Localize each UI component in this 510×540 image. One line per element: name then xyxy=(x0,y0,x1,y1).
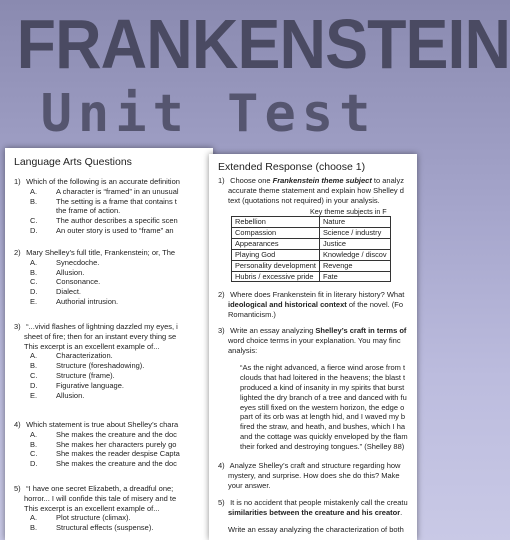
question-5: 5) “I have one secret Elizabeth, a dreadful one; horror... I will confide this tale of misery and te This excerpt is an excellent example of... A. Plot structure (climax). B. Structural effects (suspense). xyxy=(14,484,177,533)
er-tail-text: Write an essay analyzing the characterization of both xyxy=(228,525,404,534)
question-2: 2) Mary Shelley’s full title, Frankenstein; or, The A. Synecdoche. B. Allusion. C. Consonance. D. Dialect. E. Authorial intrusion. xyxy=(14,248,176,306)
extended-response-heading: Extended Response (choose 1) xyxy=(218,161,366,173)
themes-caption: Key theme subjects in F xyxy=(310,207,387,216)
er-question-3: 3) Write an essay analyzing Shelley’s craft in terms of word choice terms in your explanation. You may finc analysis: “As the night advanced, a fierce wind arose from t clouds that had loitered in the heavens; the blast t produced a kind of insanity in my spirits that burst lighted the dry branch of a tree and danced with fu eyes still fixed on the western horizon, the edge o part of its orb was at length hid, and I waved my b fired the straw, and heath, and bushes, which I ha and the cottage was quickly enveloped by the flam their forked and destroying tongues.” (Shelley 88) xyxy=(218,326,408,451)
title-frankenstein: FRANKENSTEIN xyxy=(16,5,510,83)
title-unit-test: Unit Test xyxy=(40,84,377,144)
extended-response-page xyxy=(209,154,417,540)
er-question-1: 1) Choose one Frankenstein theme subject to analyz accurate theme statement and explain how Shelley d text (quotations not required) in your analysis. xyxy=(218,176,404,205)
er-question-5: 5) It is no accident that people mistakenly call the creatu similarities between the creature and his creator. xyxy=(218,498,408,517)
er-question-2: 2) Where does Frankenstein fit in literary history? What ideological and historical context of the novel. (Fo Romanticism.) xyxy=(218,290,405,319)
language-arts-page xyxy=(5,148,213,540)
question-1: 1) Which of the following is an accurate definition A. A character is “framed” in an unusual B. The setting is a frame that contains t the frame of action. C. The author describes a specific scen D. An outer story is used to “frame” an xyxy=(14,177,180,235)
question-4: 4) Which statement is true about Shelley’s chara A. She makes the creature and the doc B. She makes her characters purely go C. She makes the reader despise Capta D. She makes the creature and the doc xyxy=(14,420,180,469)
language-arts-heading: Language Arts Questions xyxy=(14,156,132,168)
er-question-4: 4) Analyze Shelley’s craft and structure regarding how mystery, and surprise. How does she do this? Make your answer. xyxy=(218,461,401,490)
themes-table: Rebellion Nature Compassion Science / industry Appearances Justice Playing God Knowledge / discov Personality development Revenge Hubris / excessive pride Fate xyxy=(231,216,391,282)
question-3: 3) “...vivid flashes of lightning dazzled my eyes, i sheet of fire; then for an instant every thing se This excerpt is an excellent example of... A. Characterization. B. Structure (foreshadowing). C. Structure (frame). D. Figurative language. E. Allusion. xyxy=(14,322,178,400)
